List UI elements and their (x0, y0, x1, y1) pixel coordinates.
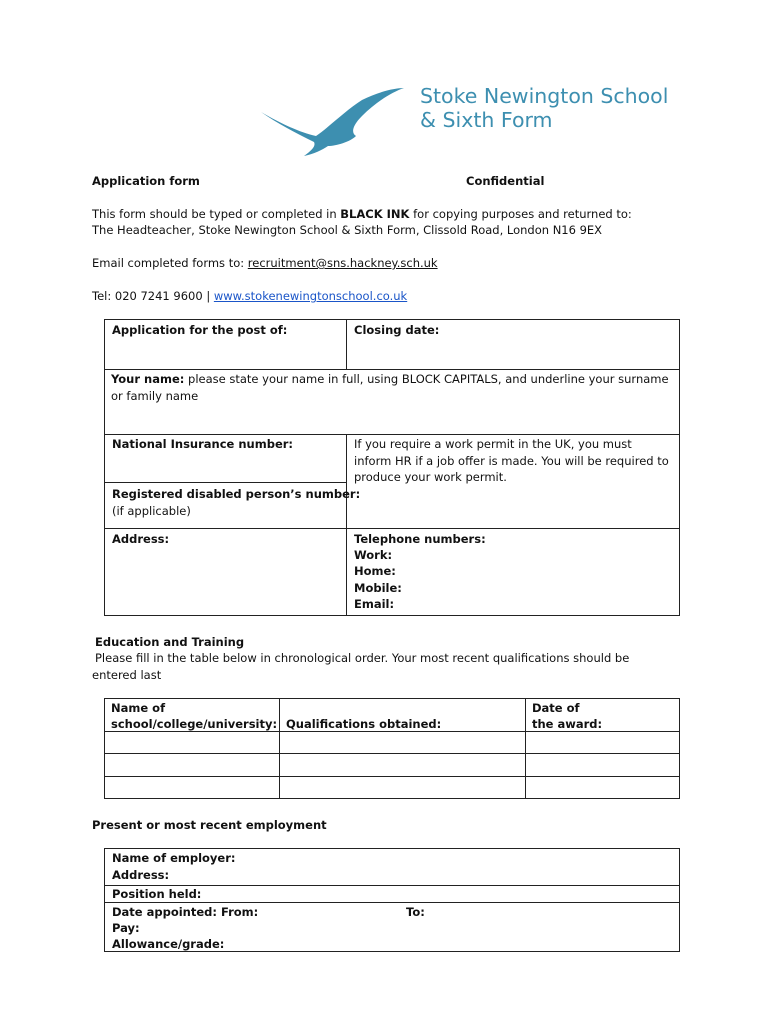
confidential-label: Confidential (466, 174, 545, 188)
col-school-header-line1: Name of (111, 701, 166, 715)
table-row[interactable] (105, 777, 679, 798)
employer-address-field[interactable]: Address: (112, 868, 170, 882)
name-label: Your name: (111, 372, 185, 386)
instruction-black-ink: BLACK INK (340, 207, 410, 221)
date-to-field[interactable]: To: (406, 905, 425, 919)
allowance-grade-field[interactable]: Allowance/grade: (112, 937, 225, 951)
employment-heading: Present or most recent employment (92, 818, 327, 832)
table-row[interactable] (105, 754, 679, 775)
instruction-pre: This form should be typed or completed in (92, 207, 341, 221)
table-row[interactable] (105, 732, 679, 753)
divider (104, 482, 346, 483)
divider (104, 528, 680, 529)
bird-logo-icon (258, 84, 408, 160)
address-field[interactable]: Address: (112, 532, 170, 546)
school-name-line1: Stoke Newington School (420, 84, 669, 108)
return-address: The Headteacher, Stoke Newington School & Sixth Form, Clissold Road, London N16 9EX (92, 223, 603, 237)
instruction-post: for copying purposes and returned to: (409, 207, 632, 221)
email-line (92, 255, 438, 272)
col-date-header-line2: the award: (532, 717, 603, 731)
col-qualifications-header: Qualifications obtained: (286, 717, 442, 731)
mobile-phone-field[interactable]: Mobile: (354, 581, 402, 595)
ni-number-field[interactable]: National Insurance number: (112, 437, 294, 451)
school-logo (258, 84, 688, 160)
divider (104, 434, 680, 435)
email-field[interactable]: Email: (354, 597, 395, 611)
disabled-number-field[interactable]: Registered disabled person’s number: (112, 487, 361, 501)
col-date-header-line1: Date of (532, 701, 580, 715)
divider (346, 434, 347, 616)
pay-field[interactable]: Pay: (112, 921, 140, 935)
home-phone-field[interactable]: Home: (354, 564, 396, 578)
divider (104, 369, 680, 370)
education-instructions: Please fill in the table below in chronological order. Your most recent qualifications should be entered last (92, 651, 630, 682)
instructions (92, 206, 692, 223)
employer-name-field[interactable]: Name of employer: (112, 851, 236, 865)
email-label: Email completed forms to: (92, 256, 248, 270)
work-permit-note: If you require a work permit in the UK, you must inform HR if a job offer is made. You will be required to produce your work permit. (354, 437, 669, 484)
col-school-header-line2: school/college/university: (111, 717, 278, 731)
name-field[interactable] (111, 371, 671, 404)
recruitment-email-link[interactable]: recruitment@sns.hackney.sch.uk (247, 256, 438, 270)
tel-line (92, 288, 407, 305)
post-applied-field[interactable]: Application for the post of: (112, 323, 288, 337)
divider (346, 319, 347, 370)
position-held-field[interactable]: Position held: (112, 887, 202, 901)
work-phone-field[interactable]: Work: (354, 548, 393, 562)
school-name-line2: & Sixth Form (420, 108, 553, 132)
education-heading: Education and Training (95, 635, 245, 649)
website-link[interactable]: www.stokenewingtonschool.co.uk (213, 289, 408, 303)
disabled-note: (if applicable) (112, 504, 191, 518)
tel-label: Tel: 020 7241 9600 | (92, 289, 214, 303)
telephone-label: Telephone numbers: (354, 532, 486, 546)
closing-date-field[interactable]: Closing date: (354, 323, 440, 337)
form-title: Application form (92, 174, 200, 188)
name-hint: please state your name in full, using BLOCK CAPITALS, and underline your surname or family name (111, 372, 669, 403)
date-from-field[interactable]: Date appointed: From: (112, 905, 259, 919)
